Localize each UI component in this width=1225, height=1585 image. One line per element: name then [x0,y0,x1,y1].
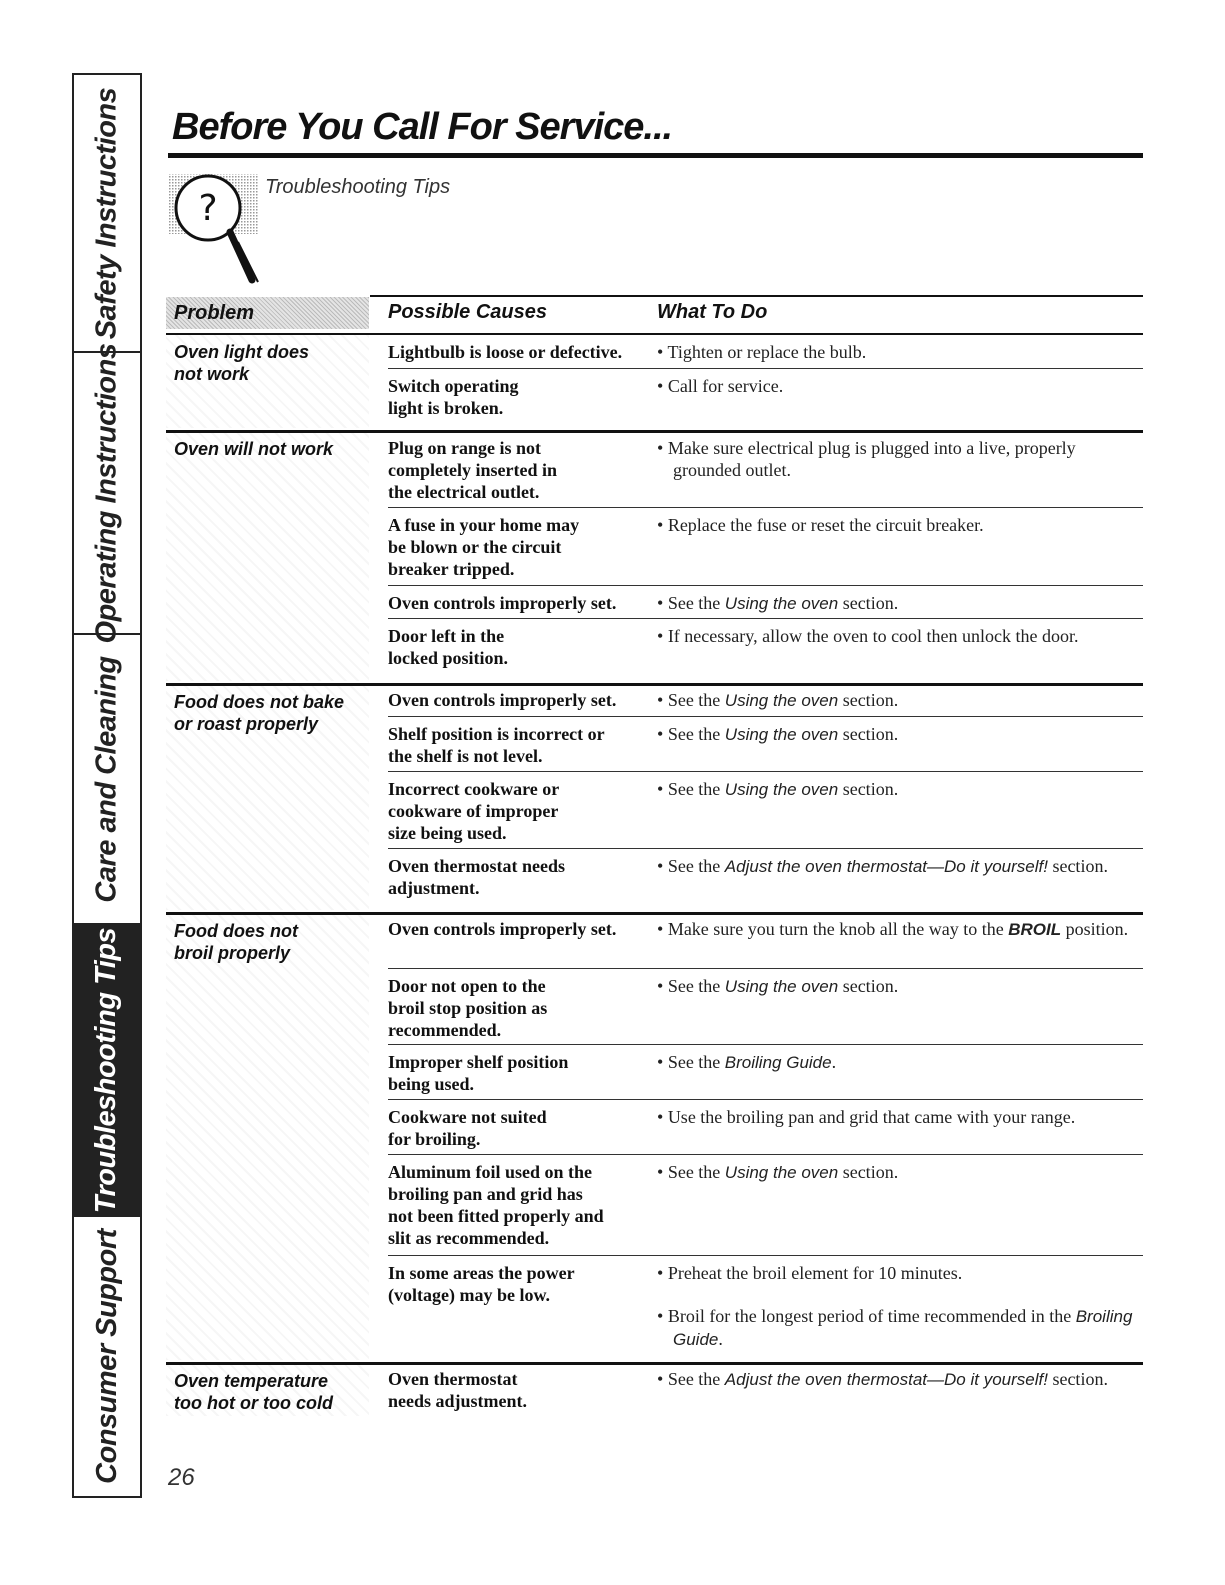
problem-cell-background [166,432,369,681]
what-to-do-text: • See the Broiling Guide. [657,1052,837,1072]
page-number: 26 [168,1464,195,1491]
what-to-do-text: • See the Using the oven section. [657,593,899,613]
what-to-do-text: • See the Adjust the oven thermostat—Do it yourself! section. [657,856,1108,876]
possible-cause-text: Incorrect cookware or cookware of improper size being used. [388,779,560,843]
what-to-do-text: • Call for service. [657,376,784,396]
what-to-do-header: What To Do [657,301,768,323]
section-divider [166,430,1143,433]
tab-label: Operating Instructions [90,343,123,643]
possible-cause-text: Cookware not suited for broiling. [388,1107,547,1149]
possible-cause-text: Oven controls improperly set. [388,690,617,710]
possible-cause-text: Plug on range is not completely inserted in the electrical outlet. [388,438,557,502]
what-to-do-text: • See the Using the oven section. [657,976,899,996]
row-divider [388,968,1143,969]
section-subtitle: Troubleshooting Tips [265,176,451,198]
row-divider [388,771,1143,772]
sidebar-nav [72,73,142,1498]
tab-consumer-support[interactable] [74,1217,140,1496]
row-divider [388,507,1143,508]
what-to-do-text: • See the Using the oven section. [657,690,899,710]
problem-header-label: Problem [174,301,255,324]
section-divider [166,912,1143,915]
row-divider [388,848,1143,849]
possible-cause-text: Improper shelf position being used. [388,1052,569,1094]
header-rule [370,295,1143,297]
svg-text:?: ? [198,188,218,229]
possible-cause-text: Lightbulb is loose or defective. [388,342,623,362]
section-divider [166,333,1143,335]
problem-label: Food does not broil properly [174,921,298,963]
page-title: Before You Call For Service... [172,106,673,148]
section-reference: Using the oven [724,691,839,710]
section-reference: Adjust the oven thermostat—Do it yourself! [724,857,1048,876]
tab-label: Troubleshooting Tips [90,927,123,1213]
problem-cell-background [166,914,369,1360]
problem-label: Oven temperature too hot or too cold [174,1371,333,1413]
possible-cause-text: Aluminum foil used on the broiling pan and grid has not been fitted properly and slit as recommended. [388,1162,604,1248]
possible-cause-text: Door not open to the broil stop position as recommended. [388,976,548,1040]
possible-cause-text: Oven controls improperly set. [388,919,617,939]
problem-column-header [166,297,369,329]
what-to-do-text: • See the Adjust the oven thermostat—Do it yourself! section. [657,1369,1108,1389]
what-to-do-text: • Replace the fuse or reset the circuit breaker. [657,515,984,535]
problem-label: Food does not bake or roast properly [174,692,345,734]
what-to-do-text: • See the Using the oven section. [657,1162,899,1182]
section-divider [166,1362,1143,1365]
possible-causes-header: Possible Causes [388,301,547,323]
what-to-do-text: • Use the broiling pan and grid that came with your range. [657,1107,1076,1127]
section-reference: Using the oven [724,780,839,799]
title-divider [168,153,1143,158]
problem-label: Oven light does not work [174,342,310,384]
possible-cause-text: Oven thermostat needs adjustment. [388,856,565,898]
section-reference: Using the oven [724,725,839,744]
what-to-do-text: • Tighten or replace the bulb. [657,342,867,362]
possible-cause-text: Oven thermostat needs adjustment. [388,1369,528,1411]
section-divider [166,683,1143,686]
section-reference: Using the oven [724,594,839,613]
possible-cause-text: In some areas the power (voltage) may be low. [388,1263,575,1305]
what-to-do-text: • If necessary, allow the oven to cool then unlock the door. [657,626,1079,646]
section-reference: Adjust the oven thermostat—Do it yourself! [724,1370,1048,1389]
section-reference: Using the oven [724,977,839,996]
row-divider [388,585,1143,586]
what-to-do-text: • See the Using the oven section. [657,724,899,744]
possible-cause-text: Oven controls improperly set. [388,593,617,613]
possible-cause-text: A fuse in your home may be blown or the circuit breaker tripped. [388,515,580,579]
row-divider [388,1154,1143,1155]
row-divider [388,1255,1143,1256]
tab-label: Consumer Support [90,1229,123,1484]
row-divider [388,716,1143,717]
tab-safety-instructions[interactable] [74,75,140,353]
possible-cause-text: Door left in the locked position. [388,626,509,668]
tab-troubleshooting-tips[interactable] [74,925,140,1217]
possible-cause-text: Shelf position is incorrect or the shelf is not level. [388,724,605,766]
tab-care-and-cleaning[interactable] [74,635,140,925]
problem-label: Oven will not work [174,439,334,459]
tab-label: Safety Instructions [90,87,123,339]
what-to-do-text: • See the Using the oven section. [657,779,899,799]
what-to-do-text: • Preheat the broil element for 10 minutes. [657,1263,963,1283]
row-divider [388,1099,1143,1100]
what-to-do-text: • Make sure you turn the knob all the way to the BROIL position. [657,919,1129,939]
section-reference: Broiling Guide [673,1307,1133,1349]
row-divider [388,1044,1143,1045]
row-divider [388,618,1143,619]
section-reference: Broiling Guide [724,1053,832,1072]
what-to-do-text: • Broil for the longest period of time recommended in the Broiling Guide. [657,1306,1133,1349]
section-reference: Using the oven [724,1163,839,1182]
what-to-do-text: • Make sure electrical plug is plugged into a live, properly grounded outlet. [657,438,1076,480]
magnifier-question-icon [166,170,262,288]
row-divider [388,368,1143,369]
tab-label: Care and Cleaning [90,655,123,903]
emphasized-setting: BROIL [1008,920,1062,939]
possible-cause-text: Switch operating light is broken. [388,376,519,418]
tab-operating-instructions[interactable] [74,343,140,643]
